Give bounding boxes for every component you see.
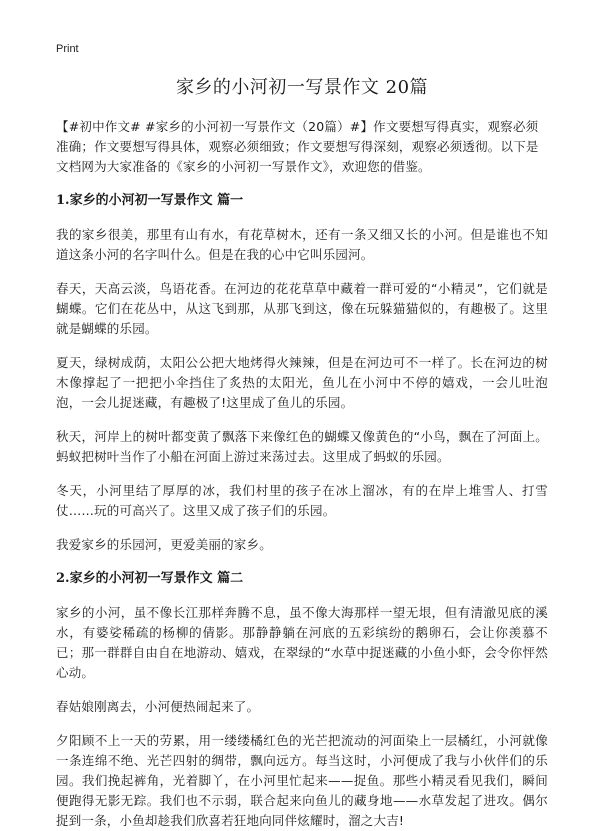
section-1 — [56, 191, 548, 555]
paragraph: 我的家乡很美，那里有山有水，有花草树木，还有一条又细又长的小河。但是谁也不知道这条小河的名字叫什么。但是在我的心中它叫乐园河。 — [56, 227, 548, 262]
section-heading: 1.家乡的小河初一写景作文 篇一 — [56, 193, 244, 208]
section-2 — [56, 569, 548, 831]
paragraph: 我爱家乡的乐园河，更爱美丽的家乡。 — [56, 537, 272, 552]
paragraph: 春天，天高云淡，鸟语花香。在河边的花花草草中藏着一群可爱的“小精灵”，它们就是蝴蝶。它们在花丛中，从这飞到那，从那飞到这，像在玩躲猫猫似的，有趣极了。这里就是蝴蝶的乐园。 — [56, 281, 548, 336]
paragraph: 夕阳顾不上一天的劳累，用一缕缕橘红色的光芒把流动的河面染上一层橘红，小河就像一条连绵不绝、光芒四射的绸带，飘向远方。每当这时，小河便成了我与小伙伴们的乐园。我们挽起裤角，光着脚丫，在小河里忙起来——捉鱼。那些小精灵看见我们，瞬间便跑得无影无踪。我们也不示弱，联合起来向鱼儿的藏身地——水草发起了进攻。偶尔捉到一条，小鱼却趁我们欣喜若狂地向同伴炫耀时，溜之大吉! — [56, 733, 548, 828]
paragraph: 家乡的小河，虽不像长江那样奔腾不息，虽不像大海那样一望无垠，但有清澈见底的溪水，有婆娑稀疏的杨柳的倩影。那静静躺在河底的五彩缤纷的鹅卵石，会让你羡慕不已；那一群群自由自在地游动、嬉戏，在翠绿的“水草中捉迷藏的小鱼小虾，会令你怦然心动。 — [56, 605, 548, 680]
document-title: 家乡的小河初一写景作文 20篇 — [175, 77, 429, 98]
paragraph: 冬天，小河里结了厚厚的冰，我们村里的孩子在冰上溜冰，有的在岸上堆雪人、打雪仗……玩的可高兴了。这里又成了孩子们的乐园。 — [56, 483, 548, 518]
paragraph: 秋天，河岸上的树叶都变黄了飘落下来像红色的蝴蝶又像黄色的“小鸟，飘在了河面上。蚂蚁把树叶当作了小船在河面上游过来荡过去。这里成了蚂蚁的乐园。 — [56, 429, 548, 464]
intro-paragraph: 【#初中作文# #家乡的小河初一写景作文（20篇）#】作文要想写得真实，观察必须准确；作文要想写得具体，观察必须细致；作文要想写得深刻，观察必须透彻。以下是文档网为大家准备的《家乡的小河初一写景作文》，欢迎您的借鉴。 — [56, 119, 539, 174]
paragraph: 春姑娘刚离去，小河便热闹起来了。 — [56, 699, 260, 714]
paragraph: 夏天，绿树成荫，太阳公公把大地烤得火辣辣，但是在河边可不一样了。长在河边的树木像撑起了一把把小伞挡住了炙热的太阳光，鱼儿在小河中不停的嬉戏，一会儿吐泡泡，一会儿捉迷藏，有趣极了!这里成了鱼儿的乐园。 — [56, 355, 548, 410]
print-label: Print — [56, 43, 79, 55]
section-heading: 2.家乡的小河初一写景作文 篇二 — [56, 571, 244, 586]
